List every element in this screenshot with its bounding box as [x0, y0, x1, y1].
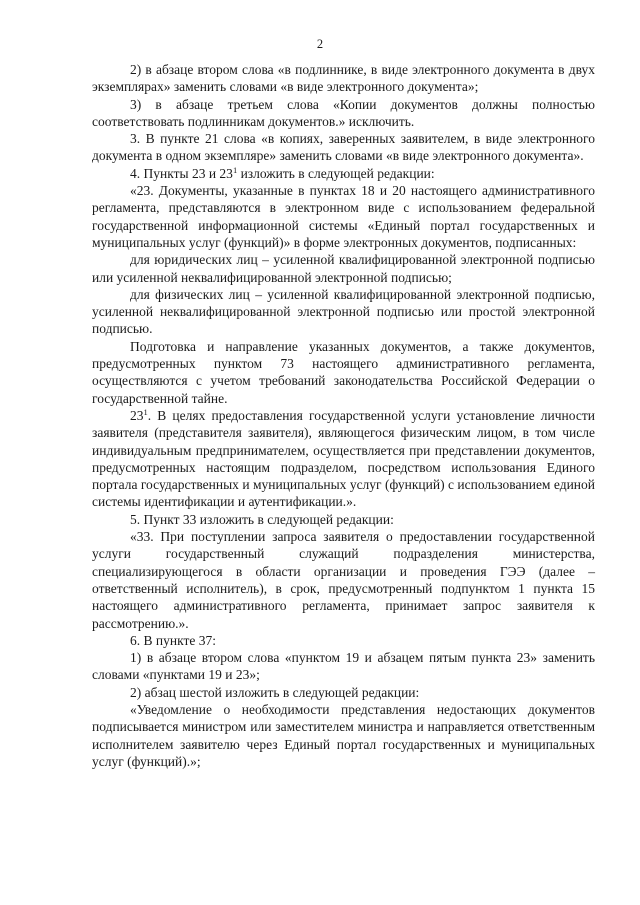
paragraph-item-5: 5. Пункт 33 изложить в следующей редакции:: [130, 511, 394, 527]
paragraph-amendment-37-1: 1) в абзаце втором слова «пунктом 19 и абзацем пятым пункта 23» заменить словами «пунктами 19 и 23»;: [92, 650, 595, 683]
paragraph-legal-entities: для юридических лиц – усиленной квалифицированной электронной подписью или усиленной неквалифицированной электронной подписью;: [92, 252, 595, 285]
paragraph-clause-23-1-text: . В целях предоставления государственной услуги установление личности заявителя (представителя заявителя), являющегося физическим лицом, в том числе индивидуальным предпринимателем, осуществляется при представлении документов, предусмотренных настоящим подразделом, посредством использования Единого портала государственных и муниципальных услуг (функций) с использованием единой системы идентификации и аутентификации.».: [92, 407, 595, 510]
paragraph-individuals: для физических лиц – усиленной квалифицированной электронной подписью, усиленной неквалифицированной электронной подписью или простой электронной подписью.: [92, 286, 595, 337]
paragraph-item-6: 6. В пункте 37:: [130, 632, 216, 648]
paragraph-amendment-3: 3) в абзаце третьем слова «Копии документов должны полностью соответствовать подлинникам документов.» исключить.: [92, 96, 595, 129]
paragraph-amendment-37-2: 2) абзац шестой изложить в следующей редакции:: [130, 684, 420, 700]
paragraph-item-4-text-end: изложить в следующей редакции:: [237, 165, 435, 181]
superscript: 1: [143, 406, 148, 417]
paragraph-clause-23-1-number: 23: [130, 407, 144, 423]
paragraph-item-4: [92, 165, 595, 182]
superscript: 1: [232, 164, 238, 175]
paragraph-clause-23-1: [92, 407, 595, 511]
paragraph-document-preparation: Подготовка и направление указанных документов, а также документов, предусмотренных пунктом 73 настоящего административного регламента, осуществляются с учетом требований законодательства Российской Федерации о государственной тайне.: [92, 338, 595, 406]
paragraph-item-4-text: 4. Пункты 23 и 23: [130, 165, 233, 181]
paragraph-clause-23: «23. Документы, указанные в пунктах 18 и 20 настоящего административного регламента, представляются в электронном виде с использованием федеральной государственной информационной системы «Единый портал государственных и муниципальных услуг (функций)» в форме электронных документов, подписанных:: [92, 183, 595, 250]
paragraph-item-3: 3. В пункте 21 слова «в копиях, заверенных заявителем, в виде электронного документа в одном экземпляре» заменить словами «в виде электронного документа».: [92, 131, 595, 164]
paragraph-notification: «Уведомление о необходимости представления недостающих документов подписывается министром или заместителем министра и направляется ответственным исполнителем заявителю через Единый портал государственных и муниципальных услуг (функций).»;: [92, 701, 595, 769]
page-number: 2: [316, 37, 324, 51]
document-body: [92, 61, 595, 770]
paragraph-amendment-2: 2) в абзаце втором слова «в подлиннике, в виде электронного документа в двух экземплярах» заменить словами «в виде электронного документа»;: [92, 62, 595, 95]
paragraph-clause-33: «33. При поступлении запроса заявителя о предоставлении государственной услуги государственный служащий подразделения министерства, специализирующегося в области организации и проведения ГЭЭ (далее – ответственный исполнитель), в срок, предусмотренный подпунктом 1 пункта 15 настоящего административного регламента, принимает запрос заявителя к рассмотрению.».: [92, 529, 595, 631]
